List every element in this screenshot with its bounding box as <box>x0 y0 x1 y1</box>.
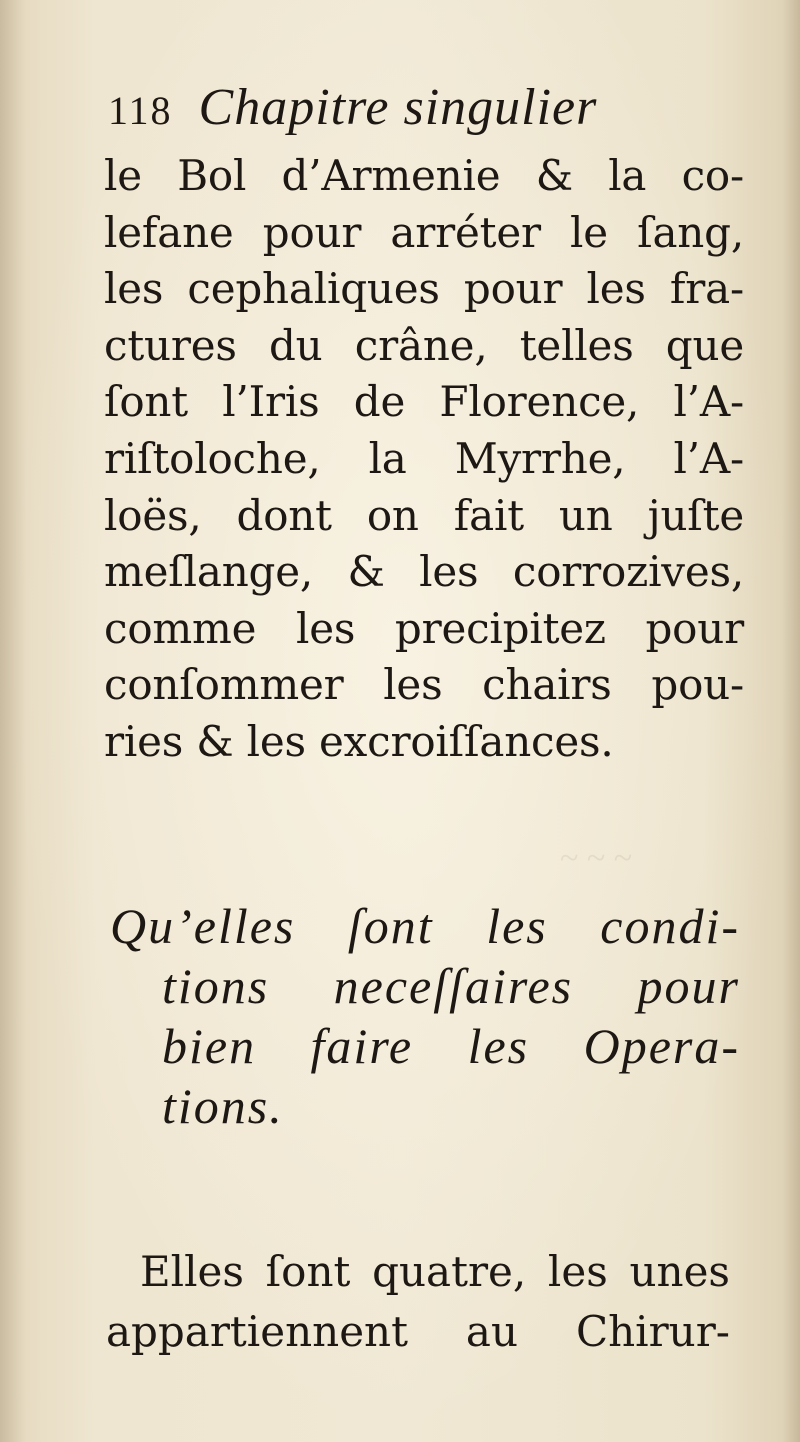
answer-line: appartiennent au Chirur- <box>106 1307 730 1356</box>
page-number: 118 <box>108 88 173 133</box>
text-line: ſont l’Iris de Florence, l’A- <box>104 377 744 427</box>
text-line: conſommer les chairs pou- <box>104 660 744 710</box>
question-line: tions neceſſaires pour <box>162 958 740 1014</box>
text-line: ries & les excroiſſances. <box>104 716 614 766</box>
show-through-marks: ~ ~ ~ <box>560 840 633 877</box>
question-line: Qu’elles ſont les condi- <box>110 898 740 954</box>
answer-paragraph <box>106 1242 730 1362</box>
question-line: tions. <box>162 1078 284 1134</box>
text-line: comme les precipitez pour <box>104 603 744 653</box>
text-line: le Bol d’Armenie & la co- <box>104 151 744 200</box>
text-line: meſlange, & les corrozives, <box>104 547 744 597</box>
text-line: les cephaliques pour les fra- <box>104 264 744 314</box>
text-line: loës, dont on fait un juſte <box>104 490 744 540</box>
body-paragraph <box>104 148 744 771</box>
text-line: lefane pour arréter le ſang, <box>104 207 744 257</box>
text-line: riſtoloche, la Myrrhe, l’A- <box>104 433 744 483</box>
running-title: Chapitre singulier <box>198 79 598 136</box>
running-head <box>108 78 597 148</box>
question-line: bien faire les Opera- <box>162 1018 740 1074</box>
question-heading <box>110 896 740 1136</box>
text-line: ctures du crâne, telles que <box>104 320 744 370</box>
answer-line: Elles ſont quatre, les unes <box>140 1247 730 1296</box>
